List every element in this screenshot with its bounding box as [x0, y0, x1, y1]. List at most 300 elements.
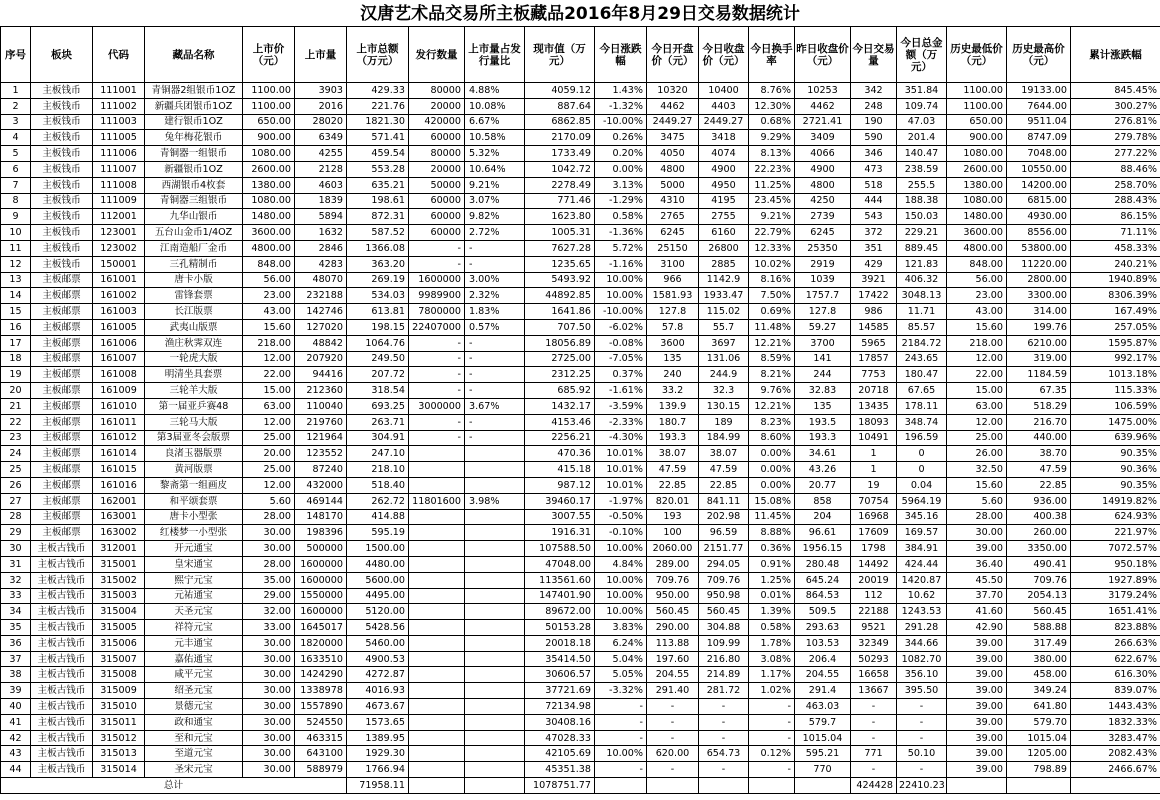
col-amount-today-header: 今日总金额（万元） — [897, 27, 947, 83]
change-today-cell: 4.84% — [595, 556, 647, 572]
table-row — [1, 509, 1160, 525]
hist-high-cell: 7644.00 — [1007, 98, 1071, 114]
amount-today-cell: 121.83 — [897, 256, 947, 272]
close-price-cell: 2151.77 — [699, 541, 749, 557]
index-cell: 42 — [1, 730, 31, 746]
table-row — [1, 699, 1160, 715]
volume-today-cell: 18093 — [851, 414, 897, 430]
amount-today-cell: 291.28 — [897, 620, 947, 636]
listing-price-cell: 1080.00 — [243, 193, 295, 209]
open-price-cell: 193.3 — [647, 430, 699, 446]
item-name-cell: 黄河版票 — [145, 462, 243, 478]
market-value-cell: 89672.00 — [525, 604, 595, 620]
change-today-cell: -0.10% — [595, 525, 647, 541]
cum-change-cell: 3283.47% — [1071, 730, 1160, 746]
close-price-cell: 3697 — [699, 335, 749, 351]
open-price-cell: 6245 — [647, 225, 699, 241]
amount-today-cell: 424.44 — [897, 556, 947, 572]
issue-quantity-cell: - — [409, 383, 465, 399]
table-row — [1, 304, 1160, 320]
volume-today-cell: 3921 — [851, 272, 897, 288]
listing-ratio-cell — [465, 730, 525, 746]
item-name-cell: 和平颂套票 — [145, 493, 243, 509]
hist-high-cell: 6210.00 — [1007, 335, 1071, 351]
index-cell: 16 — [1, 319, 31, 335]
hist-high-cell: 11220.00 — [1007, 256, 1071, 272]
hist-high-cell: 4930.00 — [1007, 209, 1071, 225]
code-cell: 123001 — [93, 225, 145, 241]
table-body — [1, 83, 1160, 778]
listing-volume-cell: 4255 — [295, 146, 347, 162]
listing-amount-cell: 269.19 — [347, 272, 409, 288]
close-price-cell: 216.80 — [699, 651, 749, 667]
change-today-cell: 5.05% — [595, 667, 647, 683]
listing-ratio-cell — [465, 604, 525, 620]
hist-low-cell: 39.00 — [947, 699, 1007, 715]
cum-change-cell: 71.11% — [1071, 225, 1160, 241]
open-price-cell: 4462 — [647, 98, 699, 114]
issue-quantity-cell — [409, 462, 465, 478]
index-cell: 18 — [1, 351, 31, 367]
issue-quantity-cell: 22407000 — [409, 319, 465, 335]
change-today-cell: -1.36% — [595, 225, 647, 241]
code-cell: 163001 — [93, 509, 145, 525]
listing-price-cell: 33.00 — [243, 620, 295, 636]
prev-close-cell: 1015.04 — [795, 730, 851, 746]
index-cell: 7 — [1, 177, 31, 193]
table-row — [1, 620, 1160, 636]
amount-today-cell: 188.38 — [897, 193, 947, 209]
volume-today-cell: 351 — [851, 240, 897, 256]
code-cell: 161011 — [93, 414, 145, 430]
item-name-cell: 长江版票 — [145, 304, 243, 320]
hist-high-cell: 1015.04 — [1007, 730, 1071, 746]
listing-volume-cell: 500000 — [295, 541, 347, 557]
col-turnover-header: 今日换手率 — [749, 27, 795, 83]
listing-amount-cell: 363.20 — [347, 256, 409, 272]
turnover-cell: 8.23% — [749, 414, 795, 430]
open-price-cell: 2765 — [647, 209, 699, 225]
listing-ratio-cell: 10.64% — [465, 161, 525, 177]
open-price-cell: 240 — [647, 367, 699, 383]
close-price-cell: - — [699, 699, 749, 715]
listing-amount-cell: 5460.00 — [347, 635, 409, 651]
cum-change-cell: 1595.87% — [1071, 335, 1160, 351]
index-cell: 20 — [1, 383, 31, 399]
hist-low-cell: 650.00 — [947, 114, 1007, 130]
prev-close-cell: 2721.41 — [795, 114, 851, 130]
change-today-cell: 10.01% — [595, 477, 647, 493]
listing-volume-cell: 3903 — [295, 83, 347, 99]
hist-low-cell: 3600.00 — [947, 225, 1007, 241]
listing-price-cell: 56.00 — [243, 272, 295, 288]
sector-cell: 主板古钱币 — [31, 699, 93, 715]
turnover-cell: 0.91% — [749, 556, 795, 572]
change-today-cell: 0.00% — [595, 161, 647, 177]
listing-volume-cell: 1557890 — [295, 699, 347, 715]
total-empty — [409, 778, 465, 794]
close-price-cell: - — [699, 762, 749, 778]
listing-price-cell: 2600.00 — [243, 161, 295, 177]
turnover-cell: 0.00% — [749, 462, 795, 478]
turnover-cell: 12.33% — [749, 240, 795, 256]
hist-high-cell: 199.76 — [1007, 319, 1071, 335]
index-cell: 12 — [1, 256, 31, 272]
code-cell: 111006 — [93, 146, 145, 162]
volume-today-cell: 5965 — [851, 335, 897, 351]
hist-high-cell: 3300.00 — [1007, 288, 1071, 304]
change-today-cell: -6.02% — [595, 319, 647, 335]
hist-high-cell: 440.00 — [1007, 430, 1071, 446]
code-cell: 111007 — [93, 161, 145, 177]
table-row — [1, 414, 1160, 430]
index-cell: 22 — [1, 414, 31, 430]
open-price-cell: 5000 — [647, 177, 699, 193]
hist-low-cell: 42.90 — [947, 620, 1007, 636]
change-today-cell: 0.26% — [595, 130, 647, 146]
col-volume-today-header: 今日交易量 — [851, 27, 897, 83]
index-cell: 27 — [1, 493, 31, 509]
issue-quantity-cell: - — [409, 335, 465, 351]
listing-amount-cell: 518.40 — [347, 477, 409, 493]
amount-today-cell: 109.74 — [897, 98, 947, 114]
issue-quantity-cell: 80000 — [409, 83, 465, 99]
close-price-cell: 22.85 — [699, 477, 749, 493]
sector-cell: 主板邮票 — [31, 462, 93, 478]
close-price-cell: 294.05 — [699, 556, 749, 572]
listing-volume-cell: 1424290 — [295, 667, 347, 683]
listing-volume-cell: 1600000 — [295, 572, 347, 588]
col-listing-volume-header: 上市量 — [295, 27, 347, 83]
hist-low-cell: 30.00 — [947, 525, 1007, 541]
prev-close-cell: 25350 — [795, 240, 851, 256]
table-footer — [1, 778, 1160, 794]
index-cell: 14 — [1, 288, 31, 304]
change-today-cell: -0.08% — [595, 335, 647, 351]
hist-high-cell: 588.88 — [1007, 620, 1071, 636]
prev-close-cell: 1956.15 — [795, 541, 851, 557]
issue-quantity-cell: 60000 — [409, 130, 465, 146]
prev-close-cell: 96.61 — [795, 525, 851, 541]
sector-cell: 主板古钱币 — [31, 588, 93, 604]
turnover-cell: 0.00% — [749, 477, 795, 493]
open-price-cell: 139.9 — [647, 398, 699, 414]
listing-price-cell: 23.00 — [243, 288, 295, 304]
market-value-cell: 4153.46 — [525, 414, 595, 430]
market-value-cell: 2278.49 — [525, 177, 595, 193]
amount-today-cell: 1420.87 — [897, 572, 947, 588]
listing-amount-cell: 5600.00 — [347, 572, 409, 588]
market-value-cell: 1005.31 — [525, 225, 595, 241]
hist-high-cell: 2054.13 — [1007, 588, 1071, 604]
open-price-cell: 113.88 — [647, 635, 699, 651]
listing-ratio-cell: - — [465, 414, 525, 430]
code-cell: 315013 — [93, 746, 145, 762]
hist-low-cell: 39.00 — [947, 730, 1007, 746]
listing-ratio-cell: 9.82% — [465, 209, 525, 225]
change-today-cell: 10.01% — [595, 446, 647, 462]
prev-close-cell: 1039 — [795, 272, 851, 288]
listing-volume-cell: 643100 — [295, 746, 347, 762]
volume-today-cell: 429 — [851, 256, 897, 272]
sector-cell: 主板古钱币 — [31, 651, 93, 667]
open-price-cell: 57.8 — [647, 319, 699, 335]
prev-close-cell: 4250 — [795, 193, 851, 209]
issue-quantity-cell: - — [409, 367, 465, 383]
item-name-cell: 元祐通宝 — [145, 588, 243, 604]
total-row — [1, 778, 1160, 794]
prev-close-cell: 4462 — [795, 98, 851, 114]
issue-quantity-cell — [409, 541, 465, 557]
volume-today-cell: 20019 — [851, 572, 897, 588]
hist-low-cell: 22.00 — [947, 367, 1007, 383]
open-price-cell: 135 — [647, 351, 699, 367]
open-price-cell: 966 — [647, 272, 699, 288]
issue-quantity-cell: 20000 — [409, 98, 465, 114]
hist-low-cell: 39.00 — [947, 541, 1007, 557]
index-cell: 23 — [1, 430, 31, 446]
volume-today-cell: 7753 — [851, 367, 897, 383]
index-cell: 24 — [1, 446, 31, 462]
open-price-cell: 47.59 — [647, 462, 699, 478]
hist-high-cell: 9511.04 — [1007, 114, 1071, 130]
code-cell: 161006 — [93, 335, 145, 351]
total-volume: 424428 — [851, 778, 897, 794]
prev-close-cell: 858 — [795, 493, 851, 509]
market-value-cell: 2725.00 — [525, 351, 595, 367]
item-name-cell: 至道元宝 — [145, 746, 243, 762]
prev-close-cell: 1757.7 — [795, 288, 851, 304]
hist-low-cell: 5.60 — [947, 493, 1007, 509]
listing-volume-cell: 5894 — [295, 209, 347, 225]
open-price-cell: 560.45 — [647, 604, 699, 620]
listing-price-cell: 28.00 — [243, 556, 295, 572]
change-today-cell: -10.00% — [595, 114, 647, 130]
item-name-cell: 青铜器2组银币1OZ — [145, 83, 243, 99]
prev-close-cell: 59.27 — [795, 319, 851, 335]
index-cell: 41 — [1, 714, 31, 730]
sector-cell: 主板邮票 — [31, 509, 93, 525]
total-amount: 22410.23 — [897, 778, 947, 794]
sector-cell: 主板古钱币 — [31, 541, 93, 557]
change-today-cell: 6.24% — [595, 635, 647, 651]
item-name-cell: 明清坐具套票 — [145, 367, 243, 383]
cum-change-cell: 276.81% — [1071, 114, 1160, 130]
index-cell: 13 — [1, 272, 31, 288]
table-row — [1, 288, 1160, 304]
index-cell: 35 — [1, 620, 31, 636]
open-price-cell: 4050 — [647, 146, 699, 162]
item-name-cell: 五台山金币1/4OZ — [145, 225, 243, 241]
table-row — [1, 272, 1160, 288]
listing-price-cell: 4800.00 — [243, 240, 295, 256]
sector-cell: 主板邮票 — [31, 430, 93, 446]
open-price-cell: 950.00 — [647, 588, 699, 604]
col-sector-header: 板块 — [31, 27, 93, 83]
prev-close-cell: 34.61 — [795, 446, 851, 462]
amount-today-cell: 140.47 — [897, 146, 947, 162]
change-today-cell: -10.00% — [595, 304, 647, 320]
col-cum-change-header: 累计涨跌幅 — [1071, 27, 1160, 83]
listing-price-cell: 1100.00 — [243, 83, 295, 99]
listing-ratio-cell: - — [465, 430, 525, 446]
market-value-cell: 20018.18 — [525, 635, 595, 651]
issue-quantity-cell: 9989900 — [409, 288, 465, 304]
volume-today-cell: 1 — [851, 462, 897, 478]
volume-today-cell: 1798 — [851, 541, 897, 557]
hist-low-cell: 25.00 — [947, 430, 1007, 446]
table-row — [1, 683, 1160, 699]
total-empty — [595, 778, 647, 794]
prev-close-cell: 4900 — [795, 161, 851, 177]
issue-quantity-cell: - — [409, 256, 465, 272]
table-row — [1, 383, 1160, 399]
listing-price-cell: 30.00 — [243, 762, 295, 778]
volume-today-cell: 986 — [851, 304, 897, 320]
code-cell: 315011 — [93, 714, 145, 730]
listing-amount-cell: 595.19 — [347, 525, 409, 541]
listing-ratio-cell — [465, 635, 525, 651]
sector-cell: 主板钱币 — [31, 83, 93, 99]
sector-cell: 主板钱币 — [31, 225, 93, 241]
turnover-cell: - — [749, 730, 795, 746]
index-cell: 43 — [1, 746, 31, 762]
code-cell: 315003 — [93, 588, 145, 604]
table-row — [1, 556, 1160, 572]
change-today-cell: -1.16% — [595, 256, 647, 272]
hist-low-cell: 39.00 — [947, 746, 1007, 762]
turnover-cell: 23.45% — [749, 193, 795, 209]
listing-ratio-cell: 10.58% — [465, 130, 525, 146]
cum-change-cell: 90.35% — [1071, 446, 1160, 462]
prev-close-cell: 2919 — [795, 256, 851, 272]
listing-price-cell: 5.60 — [243, 493, 295, 509]
amount-today-cell: 0 — [897, 446, 947, 462]
hist-low-cell: 39.00 — [947, 651, 1007, 667]
listing-ratio-cell: 1.83% — [465, 304, 525, 320]
close-price-cell: 214.89 — [699, 667, 749, 683]
close-price-cell: 10400 — [699, 83, 749, 99]
open-price-cell: 3475 — [647, 130, 699, 146]
sector-cell: 主板钱币 — [31, 98, 93, 114]
index-cell: 11 — [1, 240, 31, 256]
hist-low-cell: 1100.00 — [947, 98, 1007, 114]
hist-low-cell: 1080.00 — [947, 146, 1007, 162]
index-cell: 30 — [1, 541, 31, 557]
change-today-cell: 10.00% — [595, 541, 647, 557]
table-row — [1, 462, 1160, 478]
cum-change-cell: 458.33% — [1071, 240, 1160, 256]
hist-low-cell: 1100.00 — [947, 83, 1007, 99]
item-name-cell: 一轮虎大版 — [145, 351, 243, 367]
col-change-today-header: 今日涨跌幅 — [595, 27, 647, 83]
turnover-cell: 15.08% — [749, 493, 795, 509]
listing-volume-cell: 123552 — [295, 446, 347, 462]
hist-low-cell: 2600.00 — [947, 161, 1007, 177]
listing-ratio-cell — [465, 572, 525, 588]
hist-low-cell: 39.00 — [947, 762, 1007, 778]
volume-today-cell: 248 — [851, 98, 897, 114]
hist-high-cell: 709.76 — [1007, 572, 1071, 588]
code-cell: 315002 — [93, 572, 145, 588]
turnover-cell: 0.01% — [749, 588, 795, 604]
prev-close-cell: 2739 — [795, 209, 851, 225]
sector-cell: 主板古钱币 — [31, 683, 93, 699]
open-price-cell: - — [647, 714, 699, 730]
hist-low-cell: 26.00 — [947, 446, 1007, 462]
listing-amount-cell: 1929.30 — [347, 746, 409, 762]
listing-amount-cell: 218.10 — [347, 462, 409, 478]
sector-cell: 主板钱币 — [31, 240, 93, 256]
cum-change-cell: 1927.89% — [1071, 572, 1160, 588]
issue-quantity-cell: 1600000 — [409, 272, 465, 288]
hist-low-cell: 1080.00 — [947, 193, 1007, 209]
market-value-cell: 30408.16 — [525, 714, 595, 730]
volume-today-cell: 22188 — [851, 604, 897, 620]
listing-ratio-cell: 0.57% — [465, 319, 525, 335]
sector-cell: 主板邮票 — [31, 304, 93, 320]
hist-high-cell: 798.89 — [1007, 762, 1071, 778]
table-row — [1, 493, 1160, 509]
hist-high-cell: 560.45 — [1007, 604, 1071, 620]
hist-low-cell: 41.60 — [947, 604, 1007, 620]
code-cell: 111009 — [93, 193, 145, 209]
open-price-cell: 289.00 — [647, 556, 699, 572]
turnover-cell: 8.16% — [749, 272, 795, 288]
prev-close-cell: 463.03 — [795, 699, 851, 715]
market-value-cell: 887.64 — [525, 98, 595, 114]
listing-price-cell: 30.00 — [243, 683, 295, 699]
market-value-cell: 4059.12 — [525, 83, 595, 99]
item-name-cell: 黎斋第一组画皮 — [145, 477, 243, 493]
listing-volume-cell: 207920 — [295, 351, 347, 367]
turnover-cell: 22.23% — [749, 161, 795, 177]
market-value-cell: 1733.49 — [525, 146, 595, 162]
listing-price-cell: 22.00 — [243, 367, 295, 383]
listing-ratio-cell — [465, 714, 525, 730]
listing-volume-cell: 1645017 — [295, 620, 347, 636]
listing-amount-cell: 304.91 — [347, 430, 409, 446]
turnover-cell: 11.48% — [749, 319, 795, 335]
listing-ratio-cell — [465, 746, 525, 762]
prev-close-cell: 141 — [795, 351, 851, 367]
code-cell: 315006 — [93, 635, 145, 651]
amount-today-cell: 345.16 — [897, 509, 947, 525]
hist-low-cell: 39.00 — [947, 635, 1007, 651]
open-price-cell: - — [647, 730, 699, 746]
listing-ratio-cell — [465, 525, 525, 541]
listing-amount-cell: 693.25 — [347, 398, 409, 414]
hist-low-cell: 37.70 — [947, 588, 1007, 604]
listing-volume-cell: 1839 — [295, 193, 347, 209]
cum-change-cell: 90.36% — [1071, 462, 1160, 478]
hist-high-cell: 314.00 — [1007, 304, 1071, 320]
issue-quantity-cell — [409, 604, 465, 620]
table-row — [1, 161, 1160, 177]
listing-ratio-cell: 9.21% — [465, 177, 525, 193]
prev-close-cell: 103.53 — [795, 635, 851, 651]
listing-amount-cell: 4016.93 — [347, 683, 409, 699]
item-name-cell: 祥符元宝 — [145, 620, 243, 636]
issue-quantity-cell — [409, 683, 465, 699]
cum-change-cell: 1475.00% — [1071, 414, 1160, 430]
amount-today-cell: 229.21 — [897, 225, 947, 241]
sector-cell: 主板古钱币 — [31, 746, 93, 762]
prev-close-cell: 204 — [795, 509, 851, 525]
total-empty — [647, 778, 699, 794]
listing-volume-cell: 1338978 — [295, 683, 347, 699]
market-value-cell: 39460.17 — [525, 493, 595, 509]
